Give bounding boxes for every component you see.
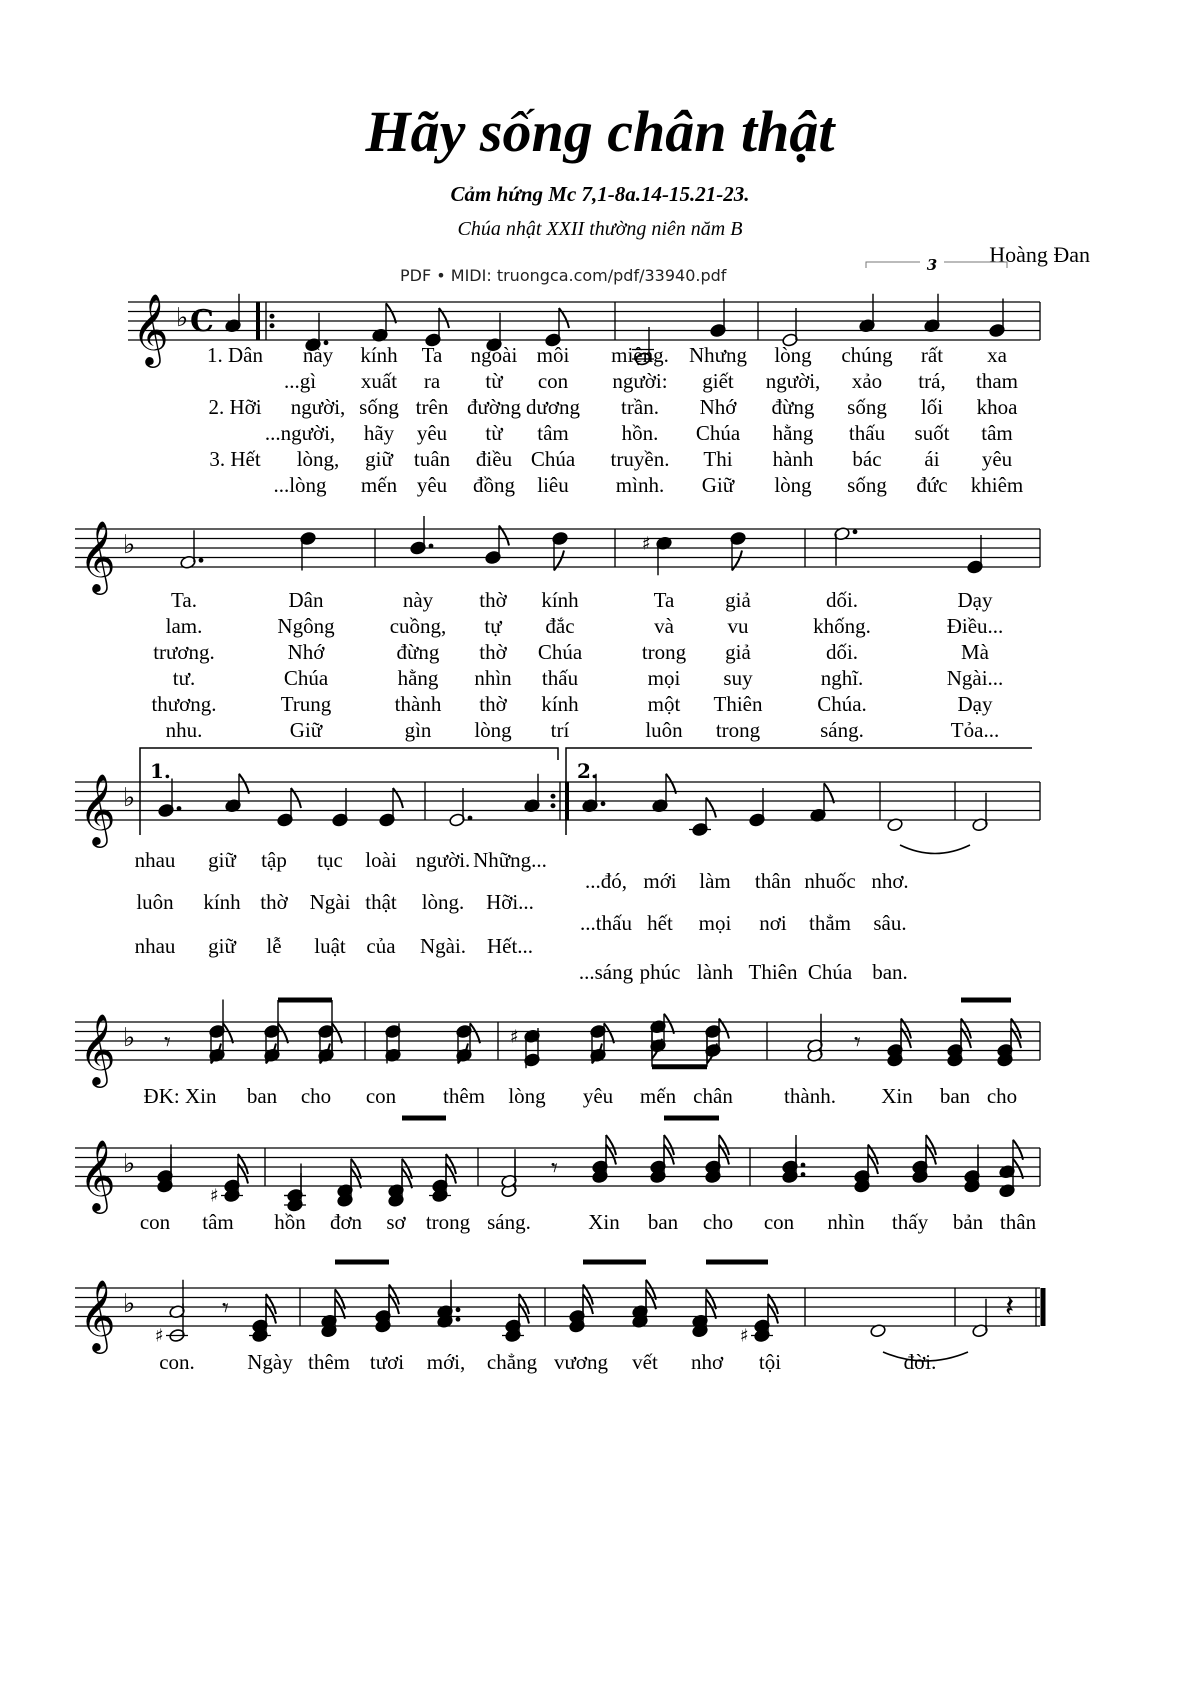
dot: [801, 1172, 806, 1177]
verse-line2-row3-syllable: thờ: [479, 640, 507, 664]
volta1-row2-syllable: lòng.: [421, 890, 465, 914]
verse2-line1-syllable: khoa: [976, 395, 1018, 419]
verse-line2-row3-syllable: trương.: [153, 640, 215, 664]
verse2-cont-line1-syllable: hồn.: [621, 421, 659, 445]
verse-line2-row6-syllable: gìn: [404, 718, 432, 742]
verse2-line1-syllable: dương: [526, 395, 580, 419]
refrain-line1-syllable: Xin: [881, 1084, 913, 1108]
verse-line2-row5-syllable: Dạy: [957, 692, 993, 716]
volta1-row3-syllable: giữ: [208, 934, 236, 958]
flat-icon: ♭: [123, 530, 136, 560]
verse2-cont-line1-syllable: suốt: [914, 421, 950, 445]
volta1-row2-syllable: luôn: [136, 890, 174, 914]
verse2-line1-syllable: trần.: [621, 395, 659, 419]
refrain-line1-syllable: cho: [986, 1084, 1018, 1108]
volta2-row2-syllable: thẳm: [809, 911, 851, 935]
treble-clef-icon: 𝄞: [79, 772, 116, 845]
volta2-row3-syllable: Thiên: [748, 960, 798, 984]
verse-line2-row4-syllable: thấu: [541, 666, 579, 690]
dot: [801, 1163, 806, 1168]
refrain-line3-syllable: tội: [758, 1350, 782, 1374]
refrain-line1-syllable: mến: [639, 1084, 677, 1108]
song-occasion: Chúa nhật XXII thường niên năm B: [457, 218, 743, 240]
sharp-icon: ♯: [740, 1325, 749, 1347]
verse3-cont-line1-syllable: mến: [360, 473, 398, 497]
refrain-line3-syllable: mới,: [426, 1350, 466, 1374]
verse1-cont-line1-syllable: người,: [765, 369, 821, 393]
verse2-line1-syllable: đừng: [771, 395, 815, 419]
refrain-line1-syllable: lòng: [508, 1084, 546, 1108]
sharp-icon: ♯: [642, 533, 651, 555]
sharp-icon: ♯: [155, 1325, 164, 1347]
volta1-row3-syllable: của: [366, 934, 396, 958]
refrain-line3-syllable: chẳng: [486, 1350, 538, 1374]
verse3-line1-syllable: yêu: [981, 447, 1013, 471]
eighth-rest-icon: 𝄾: [222, 1293, 229, 1324]
refrain-line1-syllable: ĐK: Xin: [143, 1084, 217, 1108]
volta1-row2-syllable: thờ: [260, 890, 288, 914]
refrain-line1-syllable: con: [365, 1084, 397, 1108]
verse-line2-row4-syllable: suy: [723, 666, 753, 690]
verse-line2-row5-syllable: Chúa.: [817, 692, 867, 716]
verse-line2-row4-syllable: nhìn: [474, 666, 512, 690]
verse-line2-row2-syllable: lam.: [165, 614, 203, 638]
verse-line2-row3-syllable: giả: [725, 640, 751, 664]
verse-line2-row1-syllable: dối.: [825, 588, 859, 612]
verse-line2-row2-syllable: đắc: [545, 614, 575, 638]
verse1-line1-syllable: 1. Dân: [207, 343, 263, 367]
verse-line2-row5-syllable: thờ: [479, 692, 507, 716]
volta-1-label: 1.: [150, 759, 171, 783]
verse-line2-row3-syllable: Mà: [961, 640, 989, 664]
refrain-line1-syllable: chân: [693, 1084, 733, 1108]
volta2-row1-syllable: thân: [754, 869, 792, 893]
verse1-line1-syllable: xa: [987, 343, 1007, 367]
verse2-cont-line1-syllable: từ: [485, 421, 503, 445]
verse3-line1-syllable: ái: [924, 447, 940, 471]
verse3-line1-syllable: bác: [852, 447, 882, 471]
refrain-line1-syllable: ban: [939, 1084, 971, 1108]
sharp-icon: ♯: [510, 1026, 519, 1048]
volta2-row3-syllable: ...sáng: [578, 960, 634, 984]
tuplet-number: 3: [926, 256, 938, 274]
repeat-dot: [551, 803, 556, 808]
verse2-line1-syllable: người,: [290, 395, 346, 419]
verse1-cont-line1-syllable: người:: [612, 369, 668, 393]
verse1-cont-line1-syllable: giết: [702, 369, 734, 393]
verse-line2-row1-syllable: Dạy: [957, 588, 993, 612]
verse-line2-row3-syllable: trong: [641, 640, 687, 664]
refrain-line3-syllable: Ngày: [247, 1350, 293, 1374]
verse-line2-row1-syllable: Ta: [653, 588, 675, 612]
sharp-icon: ♯: [210, 1185, 219, 1207]
verse1-line1-syllable: lòng: [774, 343, 812, 367]
note-flag: [332, 1023, 342, 1043]
eighth-rest-icon: 𝄾: [854, 1027, 861, 1058]
repeat-dot: [270, 323, 275, 328]
treble-clef-icon: 𝄞: [132, 292, 169, 365]
verse-line2-row6-syllable: Tỏa...: [950, 718, 1000, 742]
refrain-line2-syllable: con: [763, 1210, 795, 1234]
dot: [429, 544, 434, 549]
volta1-row3-syllable: lễ: [266, 934, 282, 958]
refrain-line2-syllable: trong: [425, 1210, 471, 1234]
volta1-row1-syllable: Những...: [473, 848, 547, 872]
refrain-line1-syllable: yêu: [582, 1084, 614, 1108]
dot: [456, 1317, 461, 1322]
verse-line2-row5-syllable: Trung: [280, 692, 332, 716]
note-flag: [666, 774, 676, 794]
verse1-line1-syllable: rất: [920, 343, 944, 367]
volta2-row1-syllable: nhơ.: [871, 869, 909, 893]
verse3-cont-line1-syllable: khiêm: [970, 473, 1024, 497]
volta2-row3-syllable: Chúa: [807, 960, 853, 984]
flat-icon: ♭: [123, 1023, 136, 1053]
verse-line2-row4-syllable: Ngài...: [946, 666, 1004, 690]
volta1-row1-syllable: tập: [261, 848, 287, 872]
verse1-line1-syllable: này: [302, 343, 334, 367]
refrain-line2-syllable: thấy: [891, 1210, 929, 1234]
refrain-line1-syllable: thêm: [443, 1084, 485, 1108]
verse-line2-row5-syllable: kính: [541, 692, 579, 716]
verse2-cont-line1-syllable: hằng: [772, 421, 814, 445]
verse3-line1-syllable: Chúa: [530, 447, 576, 471]
volta2-row2-syllable: sâu.: [873, 911, 907, 935]
volta1-row3-syllable: luật: [314, 934, 346, 958]
verse2-line1-syllable: sống: [847, 395, 887, 419]
volta2-row1-syllable: nhuốc: [804, 869, 856, 893]
refrain-line3-syllable: vương: [554, 1350, 608, 1374]
verse3-line1-syllable: truyền.: [610, 447, 670, 471]
note-flag: [1013, 1140, 1023, 1160]
note-flag: [824, 783, 834, 803]
note-flag: [278, 1023, 288, 1043]
volta1-row2-syllable: thật: [365, 890, 397, 914]
quarter-rest-icon: 𝄽: [1005, 1289, 1015, 1325]
refrain-line2-syllable: sáng.: [487, 1210, 531, 1234]
dot: [468, 816, 473, 821]
verse-line2-row1-syllable: giả: [725, 588, 751, 612]
verse3-line1-syllable: tuân: [413, 447, 451, 471]
verse3-line1-syllable: lòng,: [296, 447, 340, 471]
volta2-row2-syllable: ...thấu: [580, 911, 632, 935]
verse-line2-row2-syllable: Điều...: [946, 614, 1004, 638]
verse2-cont-line1-syllable: thấu: [848, 421, 886, 445]
note-flag: [386, 303, 396, 323]
refrain-line3-syllable: đời.: [903, 1350, 937, 1374]
song-title: Hãy sống chân thật: [365, 99, 835, 164]
repeat-dot: [270, 314, 275, 319]
verse3-cont-line1-syllable: Giữ: [701, 473, 735, 497]
volta1-row1-syllable: giữ: [208, 848, 236, 872]
dot: [601, 801, 606, 806]
volta2-row2-syllable: hết: [647, 911, 673, 935]
verse2-line1-syllable: trên: [415, 395, 449, 419]
verse-line2-row4-syllable: nghĩ.: [820, 666, 864, 690]
dot: [177, 806, 182, 811]
volta2-row3-syllable: phúc: [639, 960, 681, 984]
refrain-line3-syllable: con.: [159, 1350, 195, 1374]
verse2-cont-line1-syllable: ...người,: [264, 421, 336, 445]
verse1-line1-syllable: kính: [360, 343, 398, 367]
volta2-row3-syllable: ban.: [872, 960, 908, 984]
treble-clef-icon: 𝄞: [79, 519, 116, 592]
verse-line2-row4-syllable: hằng: [397, 666, 439, 690]
verse1-cont-line1-syllable: từ: [485, 369, 503, 393]
refrain-line2-syllable: con: [139, 1210, 171, 1234]
refrain-line2-syllable: sơ: [386, 1210, 406, 1234]
volta1-row2-syllable: kính: [203, 890, 241, 914]
verse-line2-row5-syllable: một: [647, 692, 681, 716]
verse3-cont-line1-syllable: sống: [847, 473, 887, 497]
dot: [853, 529, 858, 534]
verse3-cont-line1-syllable: yêu: [416, 473, 448, 497]
flat-icon: ♭: [123, 1289, 136, 1319]
verse3-cont-line1-syllable: đồng: [473, 473, 515, 497]
verse1-cont-line1-syllable: ra: [423, 369, 441, 393]
note-flag: [664, 1014, 674, 1034]
composer: Hoàng Đan: [989, 242, 1090, 267]
volta1-row1-syllable: loài: [365, 848, 397, 872]
refrain-line2-syllable: bản: [952, 1210, 984, 1234]
verse1-cont-line1-syllable: ...gì: [283, 369, 317, 393]
note-flag: [604, 1023, 614, 1043]
verse3-cont-line1-syllable: liêu: [537, 473, 569, 497]
note-flag: [1013, 1159, 1023, 1179]
verse1-line1-syllable: Ta: [421, 343, 443, 367]
verse-line2-row5-syllable: thành: [394, 692, 442, 716]
verse-line2-row2-syllable: và: [654, 614, 674, 638]
verse2-line1-syllable: đường: [467, 395, 521, 419]
refrain-line3-syllable: vết: [632, 1350, 658, 1374]
refrain-line3-syllable: tươi: [369, 1350, 405, 1374]
verse2-line1-syllable: Nhớ: [699, 395, 737, 419]
verse-line2-row2-syllable: khống.: [813, 614, 871, 638]
eighth-rest-icon: 𝄾: [551, 1153, 558, 1184]
verse-line2-row1-syllable: kính: [541, 588, 579, 612]
volta1-row2-syllable: Hỡi...: [486, 890, 534, 914]
verse-line2-row6-syllable: trong: [715, 718, 761, 742]
refrain-line2-syllable: đơn: [329, 1210, 363, 1234]
verse3-line1-syllable: Thi: [703, 447, 733, 471]
verse1-cont-line1-syllable: xảo: [851, 369, 883, 393]
verse-line2-row1-syllable: Dân: [288, 588, 324, 612]
verse1-cont-line1-syllable: con: [537, 369, 569, 393]
note-flag: [239, 774, 249, 794]
verse3-cont-line1-syllable: ...lòng: [273, 473, 327, 497]
volta1-row1-syllable: người.: [415, 848, 471, 872]
refrain-line3-syllable: nhơ: [690, 1350, 724, 1374]
volta-2-label: 2.: [577, 759, 598, 783]
treble-clef-icon: 𝄞: [79, 1138, 116, 1211]
verse-line2-row1-syllable: này: [402, 588, 434, 612]
volta2-row3-syllable: lành: [696, 960, 734, 984]
verse-line2-row5-syllable: Thiên: [713, 692, 763, 716]
verse-line2-row6-syllable: lòng: [474, 718, 512, 742]
verse1-line1-syllable: chúng: [841, 343, 893, 367]
verse3-cont-line1-syllable: đức: [916, 473, 948, 497]
volta2-row1-syllable: mới: [643, 869, 677, 893]
volta1-row3-syllable: Hết...: [486, 934, 534, 958]
volta1-row1-syllable: nhau: [134, 848, 176, 872]
note-flag: [470, 1023, 480, 1043]
refrain-line1-syllable: ban: [246, 1084, 278, 1108]
verse-line2-row6-syllable: sáng.: [820, 718, 864, 742]
verse-line2-row2-syllable: Ngông: [277, 614, 335, 638]
verse-line2-row3-syllable: đừng: [396, 640, 440, 664]
refrain-line2-syllable: nhìn: [827, 1210, 865, 1234]
verse1-line1-syllable: miệng.: [611, 343, 669, 367]
verse3-cont-line1-syllable: lòng: [774, 473, 812, 497]
volta2-row2-syllable: nơi: [759, 911, 787, 935]
verse2-cont-line1-syllable: Chúa: [695, 421, 741, 445]
treble-clef-icon: 𝄞: [79, 1012, 116, 1085]
refrain-line1-syllable: thành.: [784, 1084, 836, 1108]
verse2-cont-line1-syllable: tâm: [981, 421, 1013, 445]
verse-line2-row2-syllable: tự: [484, 614, 502, 638]
verse2-line1-syllable: 2. Hỡi: [208, 395, 262, 419]
verse3-line1-syllable: 3. Hết: [209, 447, 261, 471]
tie: [900, 845, 970, 854]
verse-line2-row6-syllable: nhu.: [165, 718, 203, 742]
refrain-line3-syllable: thêm: [308, 1350, 350, 1374]
verse3-cont-line1-syllable: mình.: [615, 473, 665, 497]
time-signature: C: [190, 304, 214, 339]
verse-line2-row4-syllable: mọi: [647, 666, 681, 690]
verse-line2-row6-syllable: Giữ: [289, 718, 323, 742]
volta2-row1-syllable: ...đó,: [585, 869, 627, 893]
volta1-row3-syllable: Ngài.: [419, 934, 467, 958]
refrain-line1-syllable: cho: [300, 1084, 332, 1108]
flat-icon: ♭: [123, 783, 136, 813]
refrain-line2-syllable: Xin: [588, 1210, 620, 1234]
verse-line2-row5-syllable: thương.: [151, 692, 217, 716]
source-link[interactable]: PDF • MIDI: truongca.com/pdf/33940.pdf: [400, 266, 727, 285]
song-subtitle: Cảm hứng Mc 7,1-8a.14-15.21-23.: [450, 182, 750, 206]
volta2-row2-syllable: mọi: [698, 911, 732, 935]
dot: [199, 558, 204, 563]
refrain-line2-syllable: thân: [999, 1210, 1037, 1234]
verse-line2-row4-syllable: Chúa: [283, 666, 329, 690]
verse-line2-row4-syllable: tư.: [172, 666, 196, 690]
verse-line2-row2-syllable: cuồng,: [389, 614, 447, 638]
verse1-line1-syllable: ngoài: [470, 343, 518, 367]
verse2-line1-syllable: lối: [920, 395, 944, 419]
refrain-line2-syllable: hồn: [274, 1210, 306, 1234]
verse-line2-row1-syllable: thờ: [479, 588, 507, 612]
dot: [456, 1307, 461, 1312]
note-flag: [223, 1023, 233, 1043]
verse1-line1-syllable: môi: [536, 343, 570, 367]
verse2-cont-line1-syllable: tâm: [537, 421, 569, 445]
verse1-line1-syllable: Nhưng: [688, 343, 748, 367]
verse-line2-row2-syllable: vu: [727, 614, 749, 638]
eighth-rest-icon: 𝄾: [164, 1027, 171, 1058]
flat-icon: ♭: [123, 1149, 136, 1179]
refrain-line2-syllable: tâm: [202, 1210, 234, 1234]
verse2-line1-syllable: sống: [359, 395, 399, 419]
flat-icon: ♭: [176, 303, 189, 333]
treble-clef-icon: 𝄞: [79, 1278, 116, 1351]
verse3-line1-syllable: giữ: [365, 447, 393, 471]
verse-line2-row3-syllable: Nhớ: [287, 640, 325, 664]
volta1-row3-syllable: nhau: [134, 934, 176, 958]
verse3-line1-syllable: điều: [475, 447, 513, 471]
verse1-cont-line1-syllable: trá,: [918, 369, 946, 393]
refrain-line2-syllable: ban: [647, 1210, 679, 1234]
verse-line2-row1-syllable: Ta.: [171, 588, 197, 612]
verse1-cont-line1-syllable: tham: [976, 369, 1018, 393]
verse2-cont-line1-syllable: hãy: [363, 421, 395, 445]
repeat-dot: [551, 794, 556, 799]
verse1-cont-line1-syllable: xuất: [360, 369, 398, 393]
verse-line2-row3-syllable: Chúa: [537, 640, 583, 664]
verse-line2-row6-syllable: luôn: [645, 718, 683, 742]
volta2-row1-syllable: làm: [699, 869, 731, 893]
verse-line2-row6-syllable: trí: [550, 718, 570, 742]
verse-line2-row3-syllable: dối.: [825, 640, 859, 664]
volta1-row2-syllable: Ngài: [309, 890, 351, 914]
volta1-row1-syllable: tục: [317, 848, 343, 872]
verse2-cont-line1-syllable: yêu: [416, 421, 448, 445]
refrain-line2-syllable: cho: [702, 1210, 734, 1234]
verse3-line1-syllable: hành: [772, 447, 814, 471]
